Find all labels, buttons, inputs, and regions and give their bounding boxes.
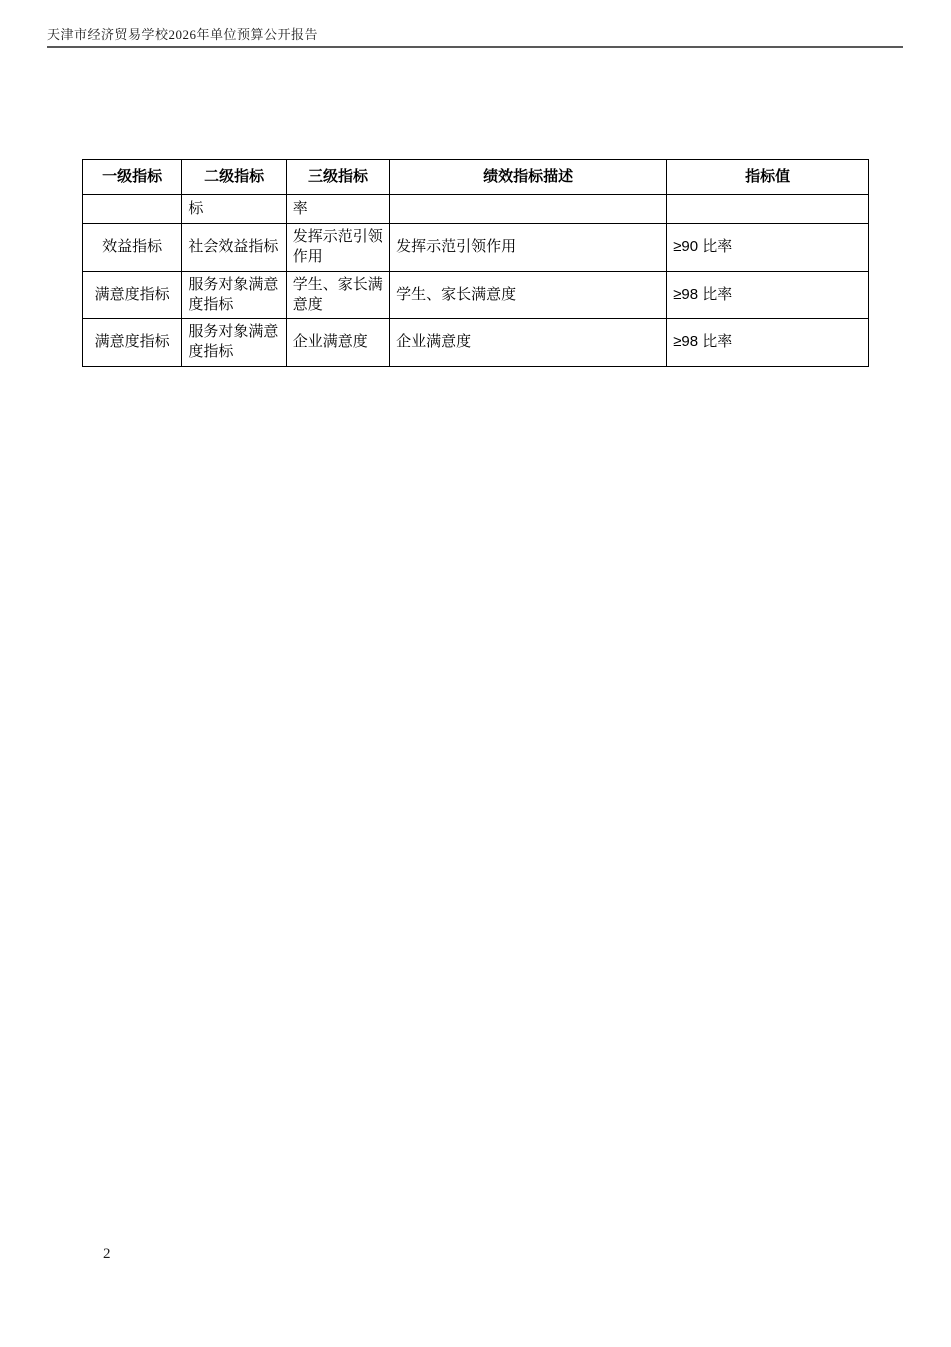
table-cell: ≥98 比率 — [667, 319, 869, 367]
document-header-title: 天津市经济贸易学校2026年单位预算公开报告 — [47, 27, 319, 42]
table-row — [83, 271, 869, 319]
table-cell: 率 — [286, 195, 389, 224]
table-cell: 效益指标 — [83, 224, 182, 272]
table-cell: 学生、家长满意度 — [286, 271, 389, 319]
table-cell: 标 — [182, 195, 286, 224]
table-cell: 服务对象满意度指标 — [182, 319, 286, 367]
table-row-continuation — [83, 195, 869, 224]
column-header-description: 绩效指标描述 — [390, 160, 667, 195]
table-cell — [390, 195, 667, 224]
table-cell: 满意度指标 — [83, 271, 182, 319]
table-cell — [83, 195, 182, 224]
table-cell: ≥98 比率 — [667, 271, 869, 319]
column-header-level1: 一级指标 — [83, 160, 182, 195]
table-cell: 社会效益指标 — [182, 224, 286, 272]
table-cell: 企业满意度 — [286, 319, 389, 367]
header-rule — [47, 46, 903, 48]
table-cell: 发挥示范引领作用 — [390, 224, 667, 272]
table-cell: 学生、家长满意度 — [390, 271, 667, 319]
performance-indicator-table — [82, 159, 869, 367]
table-cell: ≥90 比率 — [667, 224, 869, 272]
table-row — [83, 319, 869, 367]
column-header-value: 指标值 — [667, 160, 869, 195]
table-cell — [667, 195, 869, 224]
table-cell: 满意度指标 — [83, 319, 182, 367]
table-row — [83, 224, 869, 272]
table-cell: 发挥示范引领作用 — [286, 224, 389, 272]
column-header-level2: 二级指标 — [182, 160, 286, 195]
table-cell: 服务对象满意度指标 — [182, 271, 286, 319]
table-header-row — [83, 160, 869, 195]
column-header-level3: 三级指标 — [286, 160, 389, 195]
table-cell: 企业满意度 — [390, 319, 667, 367]
page-number: 2 — [103, 1246, 111, 1262]
